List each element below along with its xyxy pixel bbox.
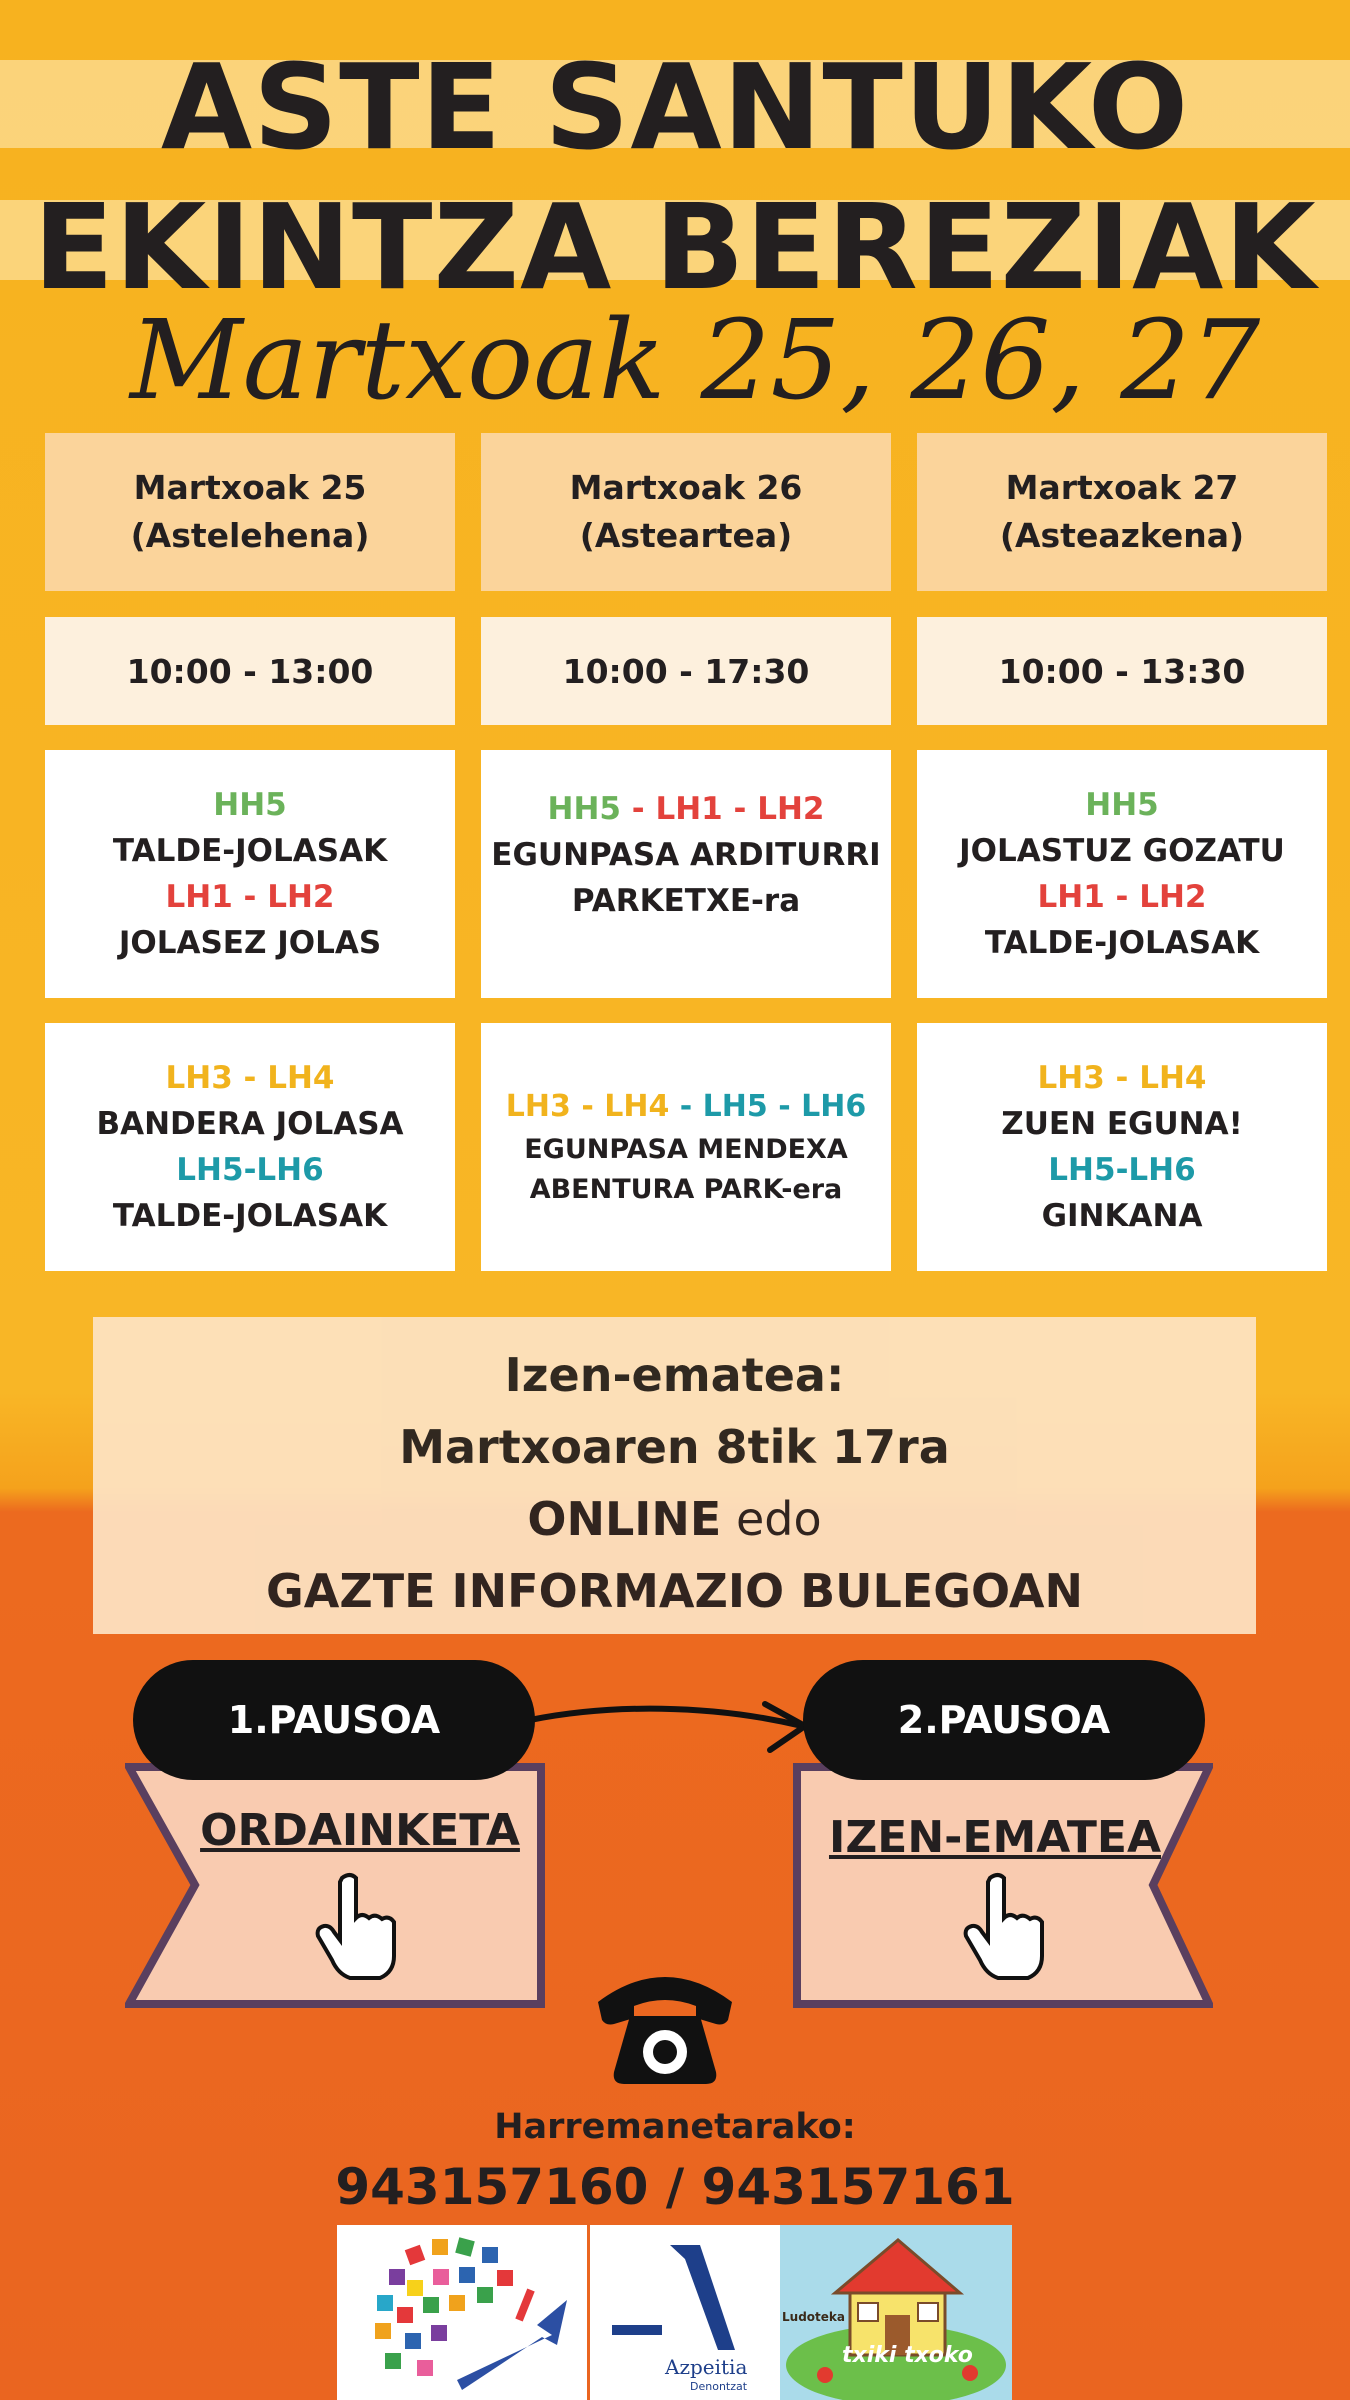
group-label: LH3 [505, 1089, 571, 1124]
poster-title-line-1: ASTE SANTUKO [160, 38, 1190, 176]
ordainketa-link[interactable]: ORDAINKETA [200, 1805, 520, 1856]
azpeitia-logo [590, 2225, 780, 2400]
step-1-pill [133, 1660, 535, 1780]
registration-heading: Izen-ematea: [504, 1348, 845, 1402]
registration-dates: Martxoaren 8tik 17ra [399, 1420, 950, 1474]
group-separator: - [722, 791, 758, 827]
group-line [548, 786, 825, 832]
azpeitia-tagline: Denontzat [690, 2380, 748, 2393]
activity-name: ZUEN EGUNA! [1001, 1106, 1243, 1142]
activity-cell-2a [481, 750, 891, 998]
registration-method [93, 1483, 1256, 1555]
activity-name: ABENTURA PARK-era [529, 1174, 843, 1205]
contact-label: Harremanetarako: [494, 2107, 856, 2147]
day-weekday: (Asteartea) [579, 516, 793, 555]
day-date: Martxoak 26 [569, 468, 803, 507]
group-label: HH5 [547, 791, 621, 827]
activity-cell-1a [45, 750, 455, 998]
activity-name: EGUNPASA ARDITURRI [491, 837, 881, 873]
group-separator: - [669, 1089, 703, 1124]
telephone-icon [590, 1960, 740, 2100]
group-label: LH5 [702, 1089, 768, 1124]
activity-name: TALDE-JOLASAK [112, 833, 388, 869]
day-header-2 [481, 433, 891, 591]
activity-name: TALDE-JOLASAK [984, 925, 1260, 961]
group-label: LH5-LH6 [176, 1152, 324, 1188]
group-line [506, 1084, 866, 1130]
time-range: 10:00 - 17:30 [562, 651, 810, 691]
group-label: LH1 - LH2 [165, 879, 335, 915]
time-range: 10:00 - 13:00 [126, 651, 374, 691]
day-date: Martxoak 25 [133, 468, 367, 507]
time-cell-2 [481, 617, 891, 725]
registration-box [93, 1317, 1256, 1634]
group-label: HH5 [1085, 787, 1159, 823]
activity-name: JOLASTUZ GOZATU [959, 833, 1285, 869]
mosaic-logo [337, 2225, 587, 2400]
activity-cell-2b [481, 1023, 891, 1271]
poster-subtitle: Martxoak 25, 26, 27 [130, 296, 1261, 424]
ludoteka-logo [780, 2225, 1012, 2400]
activity-name: JOLASEZ JOLAS [118, 925, 382, 961]
group-label: LH4 [604, 1089, 670, 1124]
hand-cursor-icon [312, 1870, 402, 1980]
step-2-pill [803, 1660, 1205, 1780]
group-label: LH3 - LH4 [165, 1060, 335, 1096]
activity-cell-1b [45, 1023, 455, 1271]
activity-name: TALDE-JOLASAK [112, 1198, 388, 1234]
day-weekday: (Astelehena) [130, 516, 370, 555]
group-label: HH5 [213, 787, 287, 823]
colorful-mosaic-logo-icon [337, 2225, 587, 2400]
time-range: 10:00 - 13:30 [998, 651, 1246, 691]
izen-ematea-link[interactable]: IZEN-EMATEA [828, 1812, 1162, 1863]
step-label: 2.PAUSOA [897, 1698, 1111, 1742]
time-cell-3 [917, 617, 1327, 725]
hand-cursor-icon [960, 1870, 1050, 1980]
ludoteka-name: txiki txoko [842, 2343, 973, 2368]
poster-title-line-2: EKINTZA BEREZIAK [33, 178, 1317, 316]
activity-name: EGUNPASA MENDEXA [524, 1134, 848, 1165]
activity-name: BANDERA JOLASA [96, 1106, 404, 1142]
contact-phones[interactable]: 943157160 / 943157161 [335, 2158, 1015, 2216]
time-cell-1 [45, 617, 455, 725]
group-label: LH5-LH6 [1048, 1152, 1196, 1188]
azpeitia-name: Azpeitia [665, 2355, 748, 2379]
registration-office: GAZTE INFORMAZIO BULEGOAN [266, 1564, 1083, 1618]
registration-online: ONLINE [527, 1492, 722, 1546]
day-weekday: (Asteazkena) [999, 516, 1245, 555]
day-header-3 [917, 433, 1327, 591]
activity-name: PARKETXE-ra [571, 883, 801, 919]
activity-name: GINKANA [1041, 1198, 1203, 1234]
arrow-icon [520, 1690, 820, 1780]
group-label: LH6 [801, 1089, 867, 1124]
day-date: Martxoak 27 [1005, 468, 1239, 507]
group-label: LH2 [757, 791, 825, 827]
day-header-1 [45, 433, 455, 591]
activity-cell-3b [917, 1023, 1327, 1271]
group-label: LH3 - LH4 [1037, 1060, 1207, 1096]
group-separator: - [767, 1089, 802, 1124]
group-separator: - [621, 791, 656, 827]
ludoteka-tag: Ludoteka [782, 2310, 845, 2324]
step-label: 1.PAUSOA [227, 1698, 441, 1742]
group-separator: - [570, 1089, 605, 1124]
registration-or: edo [735, 1492, 822, 1546]
group-label: LH1 [655, 791, 723, 827]
activity-cell-3a [917, 750, 1327, 998]
group-label: LH1 - LH2 [1037, 879, 1207, 915]
